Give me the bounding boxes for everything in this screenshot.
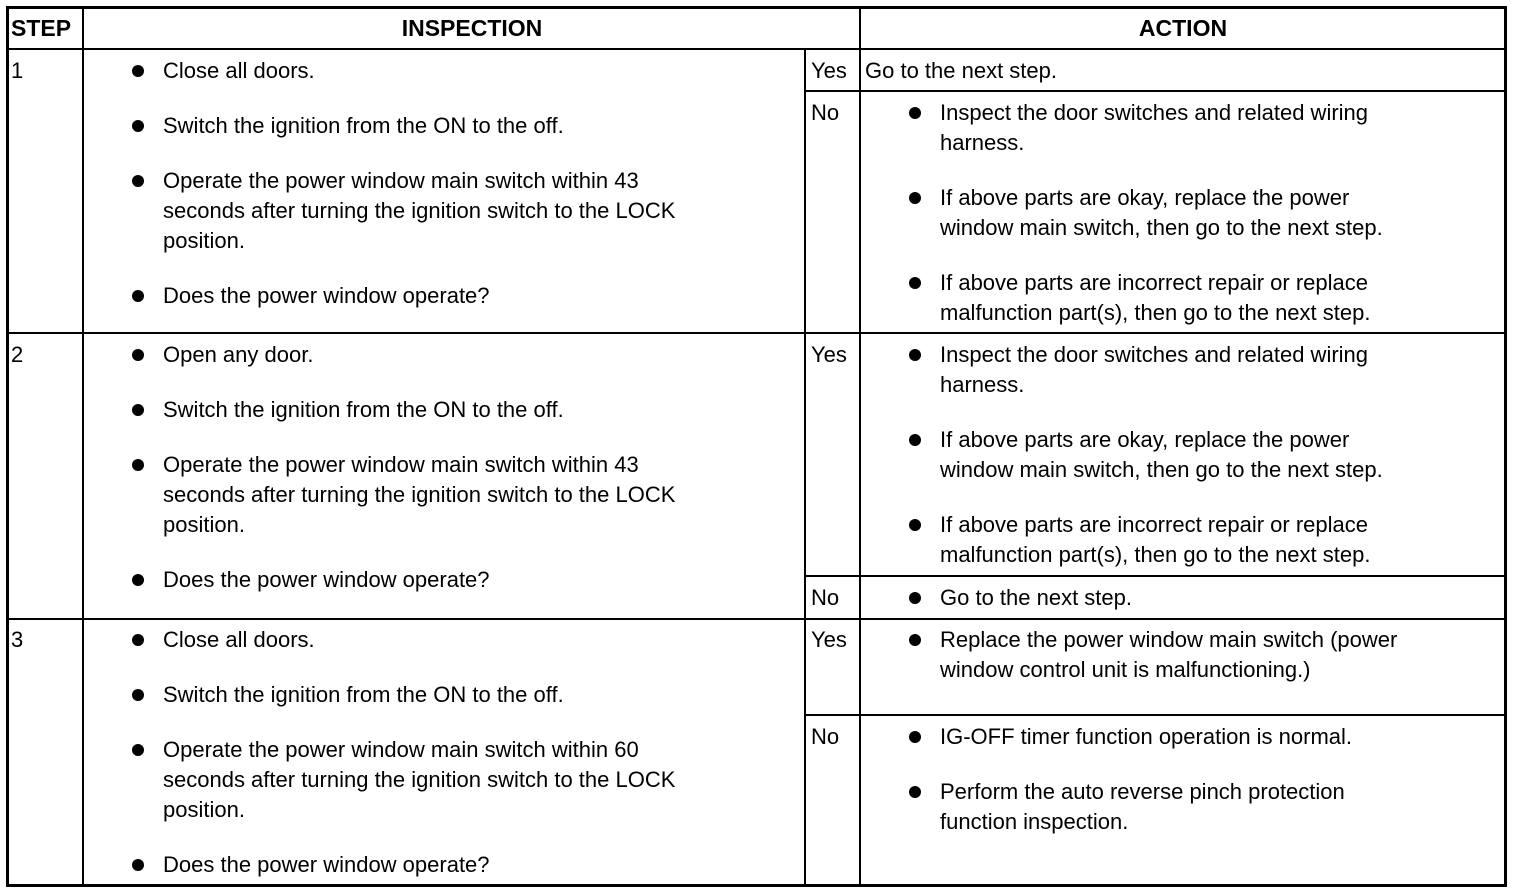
answer-no: No [811,100,840,125]
step-number: 3 [11,627,24,652]
bullet-icon [132,689,144,701]
bullet-icon [909,277,921,289]
inspection-item: Close all doors. [132,56,792,86]
bullet-icon [909,192,921,204]
bullet-icon [132,65,144,77]
answer-yes: Yes [811,342,847,367]
step-number: 1 [11,58,24,83]
inspection-item: Open any door. [132,340,792,370]
step-divider-2-3 [6,618,1507,620]
divider-answer-action [859,6,861,887]
inspection-item: Does the power window operate? [132,850,792,880]
inspection-item: Close all doors. [132,625,792,655]
action-text: Go to the next step. [865,58,1058,83]
divider-inspection-answer [804,48,806,887]
bullet-icon [132,349,144,361]
bullet-icon [909,434,921,446]
action-item: Inspect the door switches and related wiring harness. [909,98,1499,158]
answer-yes: Yes [811,58,847,83]
action-item: Go to the next step. [909,583,1499,613]
action-item: Perform the auto reverse pinch protection function inspection. [909,777,1499,837]
answer-no: No [811,724,840,749]
table-border-left [6,6,9,887]
inspection-item: Operate the power window main switch within 43 seconds after turning the ignition switch to the LOCK position. [132,450,792,540]
header-inspection: INSPECTION [401,15,543,41]
inspection-item: Does the power window operate? [132,281,792,311]
step-divider-1-2 [6,332,1507,334]
action-item: Inspect the door switches and related wiring harness. [909,340,1499,400]
bullet-icon [132,859,144,871]
inspection-item: Operate the power window main switch within 60 seconds after turning the ignition switch to the LOCK position. [132,735,792,825]
inspection-item: Switch the ignition from the ON to the off. [132,395,792,425]
table-border-top [6,6,1507,9]
bullet-icon [132,175,144,187]
bullet-icon [132,574,144,586]
bullet-icon [132,744,144,756]
bullet-icon [909,349,921,361]
bullet-icon [909,786,921,798]
bullet-icon [909,592,921,604]
inspection-item: Does the power window operate? [132,565,792,595]
bullet-icon [132,634,144,646]
inspection-item: Switch the ignition from the ON to the off. [132,680,792,710]
bullet-icon [132,120,144,132]
header-row-divider [6,48,1507,50]
divider-step-inspection [82,6,84,887]
bullet-icon [909,634,921,646]
bullet-icon [909,519,921,531]
action-item: If above parts are okay, replace the power window main switch, then go to the next step. [909,183,1499,243]
step1-yes-no-divider [804,90,1507,92]
action-item: If above parts are okay, replace the power window main switch, then go to the next step. [909,425,1499,485]
step-number: 2 [11,342,24,367]
bullet-icon [132,290,144,302]
inspection-item: Switch the ignition from the ON to the off. [132,111,792,141]
bullet-icon [132,459,144,471]
answer-no: No [811,585,840,610]
action-item: If above parts are incorrect repair or replace malfunction part(s), then go to the next step. [909,510,1499,570]
bullet-icon [132,404,144,416]
table-border-right [1504,6,1507,887]
bullet-icon [909,107,921,119]
action-item: IG-OFF timer function operation is normal. [909,722,1499,752]
step3-yes-no-divider [804,714,1507,716]
bullet-icon [909,731,921,743]
step2-yes-no-divider [804,575,1507,577]
action-item: Replace the power window main switch (power window control unit is malfunctioning.) [909,625,1499,685]
action-item: If above parts are incorrect repair or replace malfunction part(s), then go to the next step. [909,268,1499,328]
inspection-item: Operate the power window main switch within 43 seconds after turning the ignition switch to the LOCK position. [132,166,792,256]
answer-yes: Yes [811,627,847,652]
table-border-bottom [6,884,1507,887]
header-step: STEP [11,15,72,41]
header-action: ACTION [1138,15,1228,41]
